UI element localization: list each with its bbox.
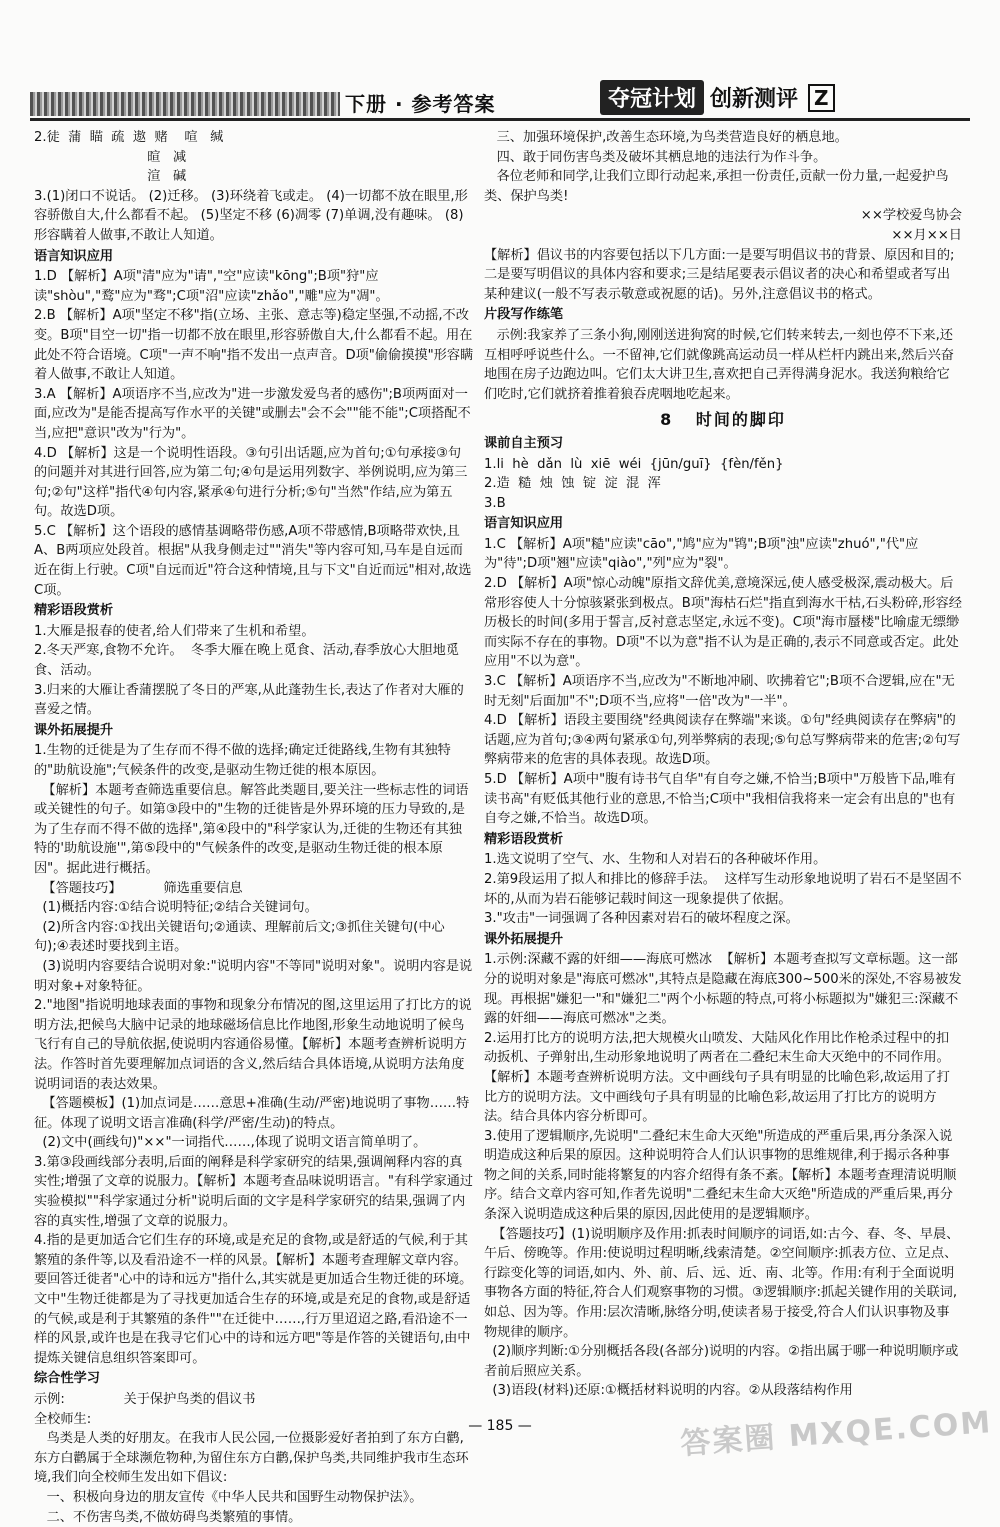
answer-paragraph: 三、加强环境保护,改善生态环境,为鸟类营造良好的栖息地。	[484, 130, 848, 145]
answer-paragraph: 1.示例:深藏不露的奸细——海底可燃冰 【解析】本题考查拟写文章标题。这一部分的说明对象是"海底可燃冰",其特点是隐藏在海底300~500米的深处,不容易被发现。再根据"嫌犯一"和"嫌犯二"两个小标题的特点,可将小标题拟为"嫌犯三:深藏不露的奸细——海底可燃冰"之类。	[484, 952, 962, 1027]
answer-paragraph: 2.运用打比方的说明方法,把大规模火山喷发、大陆风化作用比作枪杀过程中的扣动扳机、子弹射出,生动形象地说明了两者在二叠纪末生命大灭绝中的不同作用。【解析】本题考查辨析说明方法。文中画线句子具有明显的比喻色彩,故运用了打比方的说明方法。文中画线句子具有明显的比喻色彩,故运用了打比方的说明方法。结合具体内容分析即可。	[484, 1030, 950, 1125]
answer-paragraph: 5.D 【解析】A项中"腹有诗书气自华"有自夸之嫌,不恰当;B项中"万般皆下品,唯有读书高"有贬低其他行业的意思,不恰当;C项中"我相信我将来一定会有出息的"也有自夸之嫌,不恰当。故选D项。	[484, 772, 956, 827]
answer-paragraph: 3.C 【解析】A项语序不当,应改为"不断地冲刷、吹拂着它";B项不合逻辑,应在"无时无刻"后面加"不";D项不当,应将"一倍"改为"一半"。	[484, 674, 955, 709]
answer-paragraph: 3."攻击"一词强调了各种因素对岩石的破坏程度之深。	[484, 911, 799, 927]
answer-paragraph: 1.li hè dǎn lù xiē wéi {jūn/guī} {fèn/fěn}	[484, 456, 784, 472]
answer-paragraph: 5.C 【解析】这个语段的感情基调略带伤感,A项不带感情,B项略带欢快,且A、B两项应处段首。根据"从我身侧走过""消失"等内容可知,马车是自远而近在街上行驶。C项"自远而近"符合这种情境,且与下文"自近而远"相对,故选C项。	[34, 523, 472, 598]
chapter-title: 8 时间的脚印	[660, 410, 786, 430]
answer-paragraph: 二、不伤害鸟类,不做妨碍鸟类繁殖的事情。	[34, 1509, 302, 1525]
answer-paragraph: 3.A 【解析】A项语序不当,应改为"进一步激发爱鸟者的感伤";B项两面对一面,应改为"是能否提高写作水平的关键"或删去"会不会""能不能";C项搭配不当,应把"意识"改为"行为"。	[34, 386, 471, 441]
section-heading: 精彩语段赏析	[484, 831, 564, 847]
answer-paragraph: 2.B 【解析】A项"坚定不移"指(立场、主张、意志等)稳定坚强,不动摇,不改变。B项"目空一切"指一切都不放在眼里,形容骄傲自大,什么都看不起。用在此处不符合语境。C项"一声不响"指不发出一点声音。D项"偷偷摸摸"形容瞒着人做事,不敢让人知道。	[34, 308, 474, 383]
answer-paragraph: 示例: 关于保护鸟类的倡议书	[34, 1392, 256, 1407]
answer-paragraph: 鸟类是人类的好朋友。在我市人民公园,一位摄影爱好者拍到了东方白鹳,东方白鹳属于全球濒危物种,为留住东方白鹳,保护鸟类,共同维护我市生态环境,我们向全校师生发出如下倡议:	[34, 1431, 469, 1486]
answer-paragraph: 2.第9段运用了拟人和排比的修辞手法。 这样写生动形象地说明了岩石不是坚固不坏的,从而为岩石能够记载时间这一现象提供了依据。	[484, 871, 962, 907]
answer-paragraph: 2.冬天严寒,食物不允许。 冬季大雁在晚上觅食、活动,春季放心大胆地觅食、活动。	[34, 643, 459, 679]
right-column	[484, 128, 962, 1401]
answer-paragraph: (3)说明内容要结合说明对象:"说明内容"不等同"说明对象"。说明内容是说明对象+对象特征。	[34, 958, 473, 994]
page-number: — 185 —	[468, 1418, 532, 1434]
answer-paragraph: 1.D 【解析】A项"清"应为"请","空"应读"kōng";B项"狩"应读"shòu","鹜"应为"骛";C项"沼"应读"zhǎo","雕"应为"凋"。	[34, 269, 389, 304]
answer-paragraph: 4.D 【解析】这是一个说明性语段。③句引出话题,应为首句;①句承接③句的问题并对其进行回答,应为第二句;④句是运用列数字、举例说明,应为第三句;②句"这样"指代④句内容,紧承④句进行分析;⑤句"当然"作结,应为第五句。故选D项。	[34, 445, 468, 520]
section-heading: 课外拓展提升	[484, 931, 564, 947]
answer-paragraph: 4.指的是更加适合它们生存的环境,或是充足的食物,或是舒适的气候,利于其繁殖的条件等,以及看沿途不一样的风景。【解析】本题考查理解文章内容。要回答迁徙者"心中的诗和远方"指什么,其实就是更加适合生物迁徙的环境。文中"生物迁徙都是为了寻找更加适合生存的环境,或是充足的食物,或是舒适的气候,或是利于其繁殖的条件""在迁徙中……,行万里迢迢之路,看沿途不一样的风景,或许也是在我寻它们心中的诗和远方吧"等是作答的关键语句,由中提炼关键信息组织答案即可。	[34, 1233, 473, 1366]
answer-paragraph: 【答题技巧】 筛选重要信息	[34, 880, 243, 896]
answer-paragraph: 1.C 【解析】A项"糙"应读"cāo","鸠"应为"鸨";B项"浊"应读"zhuó","代"应为"待";D项"翘"应读"qiào","列"应为"裂"。	[484, 536, 919, 572]
brand	[600, 80, 835, 115]
header-rule	[30, 118, 970, 121]
answer-paragraph: (2)所含内容:①找出关键语句;②通读、理解前后文;③抓住关键句(中心句);④表述时要找到主语。	[34, 919, 445, 955]
answer-paragraph: (1)概括内容:①结合说明特征;②结合关键词句。	[34, 900, 318, 916]
answer-paragraph: 3.B	[484, 495, 506, 511]
answer-paragraph: 一、积极向身边的朋友宣传《中华人民共和国野生动物保护法》。	[34, 1489, 423, 1505]
brand-subtitle: 创新测评	[710, 87, 799, 112]
answer-paragraph: 3.使用了逻辑顺序,先说明"二叠纪末生命大灭绝"所造成的严重后果,再分条深入说明造成这种后果的原因。这种说明符合人们认识事物的思维规律,利于揭示各种事物之间的关系,同时能将繁复的内容介绍得有条不紊。【解析】本题考查理清说明顺序。结合文章内容可知,作者先说明"二叠纪末生命大灭绝"所造成的严重后果,再分条深入说明造成这种后果的原因,因此使用的是逻辑顺序。	[484, 1128, 957, 1223]
answer-paragraph: 2."地图"指说明地球表面的事物和现象分布情况的图,这里运用了打比方的说明方法,把候鸟大脑中记录的地球磁场信息比作地图,形象生动地说明了候鸟飞行有自己的导航依据,使说明内容通俗易懂。【解析】本题考查辨析说明方法。作答时首先要理解加点词语的含义,然后结合具体语境,从说明方法角度说明词语的表达效果。	[34, 998, 472, 1092]
answer-paragraph: 3.(1)闭口不说话。 (2)迁移。 (3)环绕着飞或走。 (4)一切都不放在眼里,形容骄傲自大,什么都看不起。 (5)坚定不移 (6)凋零 (7)单调,没有趣味。 (8)形容瞒着人做事,不敢让人知道。	[34, 188, 468, 243]
answer-paragraph: (3)语段(材料)还原:①概括材料说明的内容。②从段落结构作用	[484, 1383, 853, 1399]
answer-paragraph: 示例:我家养了三条小狗,刚刚送进狗窝的时候,它们转来转去,一刻也停不下来,还互相呼呼说些什么。一不留神,它们就像跳高运动员一样从栏杆内跳出来,然后兴奋地围在房子边跑边叫。它们太大讲卫生,喜欢把自己弄得满身泥水。我送狗粮给它们吃时,它们就挤着推着狼吞虎咽地吃起来。	[484, 327, 954, 402]
answer-paragraph: 1.选文说明了空气、水、生物和人对岩石的各种破坏作用。	[484, 852, 827, 868]
answer-paragraph: 【解析】本题考查筛选重要信息。解答此类题目,要关注一些标志性的词语或关键性的句子。如第③段中的"生物的迁徙皆是外界环境的压力导致的,是为了生存而不得不做的选择",第④段中的"科学家认为,迁徙的生物还有其独特的'助航设施'",第⑤段中的"气候条件的改变,是驱动生物迁徙的根本原因"。据此进行概括。	[34, 782, 469, 876]
watermark: 答案圈 MXQE.COM	[679, 1405, 994, 1462]
section-heading: 片段写作练笔	[484, 307, 564, 323]
answer-paragraph: 2.徒 蒲 瞄 疏 遨 赌 喧 缄 暄 减 渲 碱	[34, 130, 224, 185]
answer-paragraph: 3.第③段画线部分表明,后面的阐释是科学家研究的结果,强调阐释内容的真实性;增强了文章的说服力。【解析】本题考查品味说明语言。"有科学家通过实验模拟""科学家通过分析"说明后面的文字是科学家研究的结果,强调了内容的真实性,增强了文章的说服力。	[34, 1154, 474, 1229]
answer-paragraph: 四、敢于同伤害鸟类及破坏其栖息地的违法行为作斗争。	[484, 149, 827, 165]
answer-paragraph: 1.生物的迁徙是为了生存而不得不做的选择;确定迁徙路线,生物有其独特的"助航设施";气候条件的改变,是驱动生物迁徙的根本原因。	[34, 743, 451, 778]
answer-paragraph: (2)文中(画线句)"××"一词指代……,体现了说明文语言简单明了。	[34, 1135, 427, 1151]
header-title: 下册 · 参考答案	[345, 92, 496, 116]
section-heading: 综合性学习	[34, 1371, 100, 1387]
answer-paragraph: 各位老师和同学,让我们立即行动起来,承担一份责任,贡献一份力量,一起爱护鸟类、保护鸟类!	[484, 169, 949, 204]
header-decoration	[30, 92, 340, 116]
section-heading: 语言知识应用	[34, 248, 114, 264]
section-heading: 课外拓展提升	[34, 722, 114, 738]
answer-paragraph: 【解析】倡议书的内容要包括以下几方面:一是要写明倡议书的背景、原因和目的;二是要写明倡议的具体内容和要求;三是结尾要表示倡议者的决心和希望或者写出某种建议(一般不写表示敬意或祝愿的话)。另外,注意倡议书的格式。	[484, 247, 955, 302]
signature-line: ××学校爱鸟协会	[860, 208, 962, 224]
brand-badge: Z	[808, 84, 835, 112]
answer-paragraph: 【答题模板】(1)加点词是……意思+准确(生动/严密)地说明了事物……特征。体现了说明文语言准确(科学/严密/生动)的特点。	[34, 1096, 470, 1131]
answer-paragraph: 全校师生:	[34, 1411, 92, 1427]
left-column	[34, 128, 474, 1527]
answer-paragraph: 4.D 【解析】语段主要围绕"经典阅读存在弊端"来谈。①句"经典阅读存在弊病"的话题,应为首句;③④两句紧承①句,列举弊病的表现;⑤句总写弊病带来的危害;②句写弊病带来的危害的具体表现。故选D项。	[484, 713, 961, 768]
answer-paragraph: (2)顺序判断:①分别概括各段(各部分)说明的内容。②指出属于哪一种说明顺序或者前后照应关系。	[484, 1344, 959, 1379]
section-heading: 课前自主预习	[484, 435, 564, 451]
section-heading: 精彩语段赏析	[34, 603, 114, 619]
answer-paragraph: 2.造 糙 烛 蚀 锭 淀 混 浑	[484, 476, 661, 492]
answer-paragraph: 【答题技巧】(1)说明顺序及作用:抓表时间顺序的词语,如:古今、春、冬、早晨、午后、傍晚等。作用:使说明过程明晰,线索清楚。②空间顺序:抓表方位、立足点、行踪变化等的词语,如内、外、前、后、远、近、南、北等。作用:有利于全面说明事物各方面的特征,符合人们观察事物的习惯。③逻辑顺序:抓起关键作用的关联词,如总、因为等。作用:层次清晰,脉络分明,使读者易于接受,符合人们认识事物及事物规律的顺序。	[484, 1226, 960, 1340]
answer-paragraph: 2.D 【解析】A项"惊心动魄"原指文辞优美,意境深远,使人感受极深,震动极大。后常形容使人十分惊骇紧张到极点。B项"海枯石烂"指直到海水干枯,石头粉碎,形容经历极长的时间(多用于誓言,反衬意志坚定,永远不变)。C项"海市蜃楼"比喻虚无缥缈而实际不存在的事物。D项"不以为意"指不认为是正确的,表示不同意或否定。此处应用"不以为意"。	[484, 576, 962, 670]
brand-logo: 夺冠计划	[600, 80, 704, 115]
signature-line: ××月××日	[891, 227, 962, 243]
answer-paragraph: 3.归来的大雁让香蒲摆脱了冬日的严寒,从此蓬勃生长,表达了作者对大雁的喜爱之情。	[34, 682, 464, 718]
section-heading: 语言知识应用	[484, 516, 564, 532]
answer-paragraph: 1.大雁是报春的使者,给人们带来了生机和希望。	[34, 623, 315, 639]
